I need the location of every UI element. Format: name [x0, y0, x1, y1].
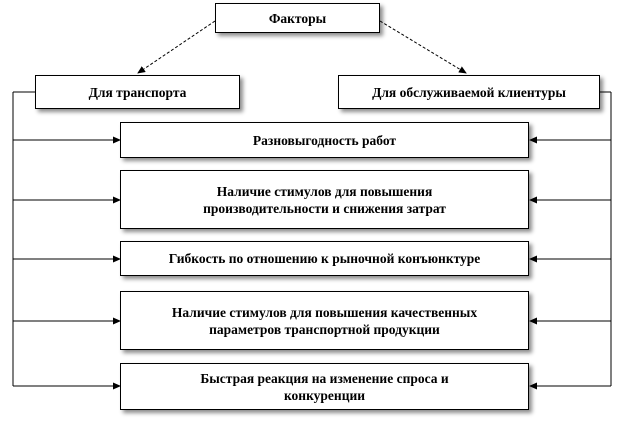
factor-box-1 [120, 122, 529, 158]
root-label: Факторы [268, 10, 327, 26]
root-to-clientele-arrow [380, 21, 466, 73]
factor-box-5 [120, 363, 529, 410]
factor-box-3 [120, 241, 529, 276]
factor-box-4 [120, 291, 529, 350]
root-to-transport-arrow [138, 21, 215, 73]
transport-category-box [35, 75, 240, 109]
clientele-category-box [338, 75, 600, 109]
clientele-category-label: Для обслуживаемой клиентуры [372, 84, 566, 100]
factor-label-4: Наличие стимулов для повышения качественных параметров транспортной продукции [171, 304, 478, 337]
factor-box-2 [120, 170, 529, 229]
factor-label-1: Разновыгодность работ [252, 132, 397, 148]
transport-category-label: Для транспорта [88, 84, 187, 100]
factor-label-3: Гибкость по отношению к рыночной конъюнктуре [168, 251, 481, 266]
factor-label-5: Быстрая реакция на изменение спроса и конкуренции [200, 370, 449, 403]
factor-label-2: Наличие стимулов для повышения производительности и снижения затрат [203, 183, 446, 216]
root-box [215, 3, 380, 33]
